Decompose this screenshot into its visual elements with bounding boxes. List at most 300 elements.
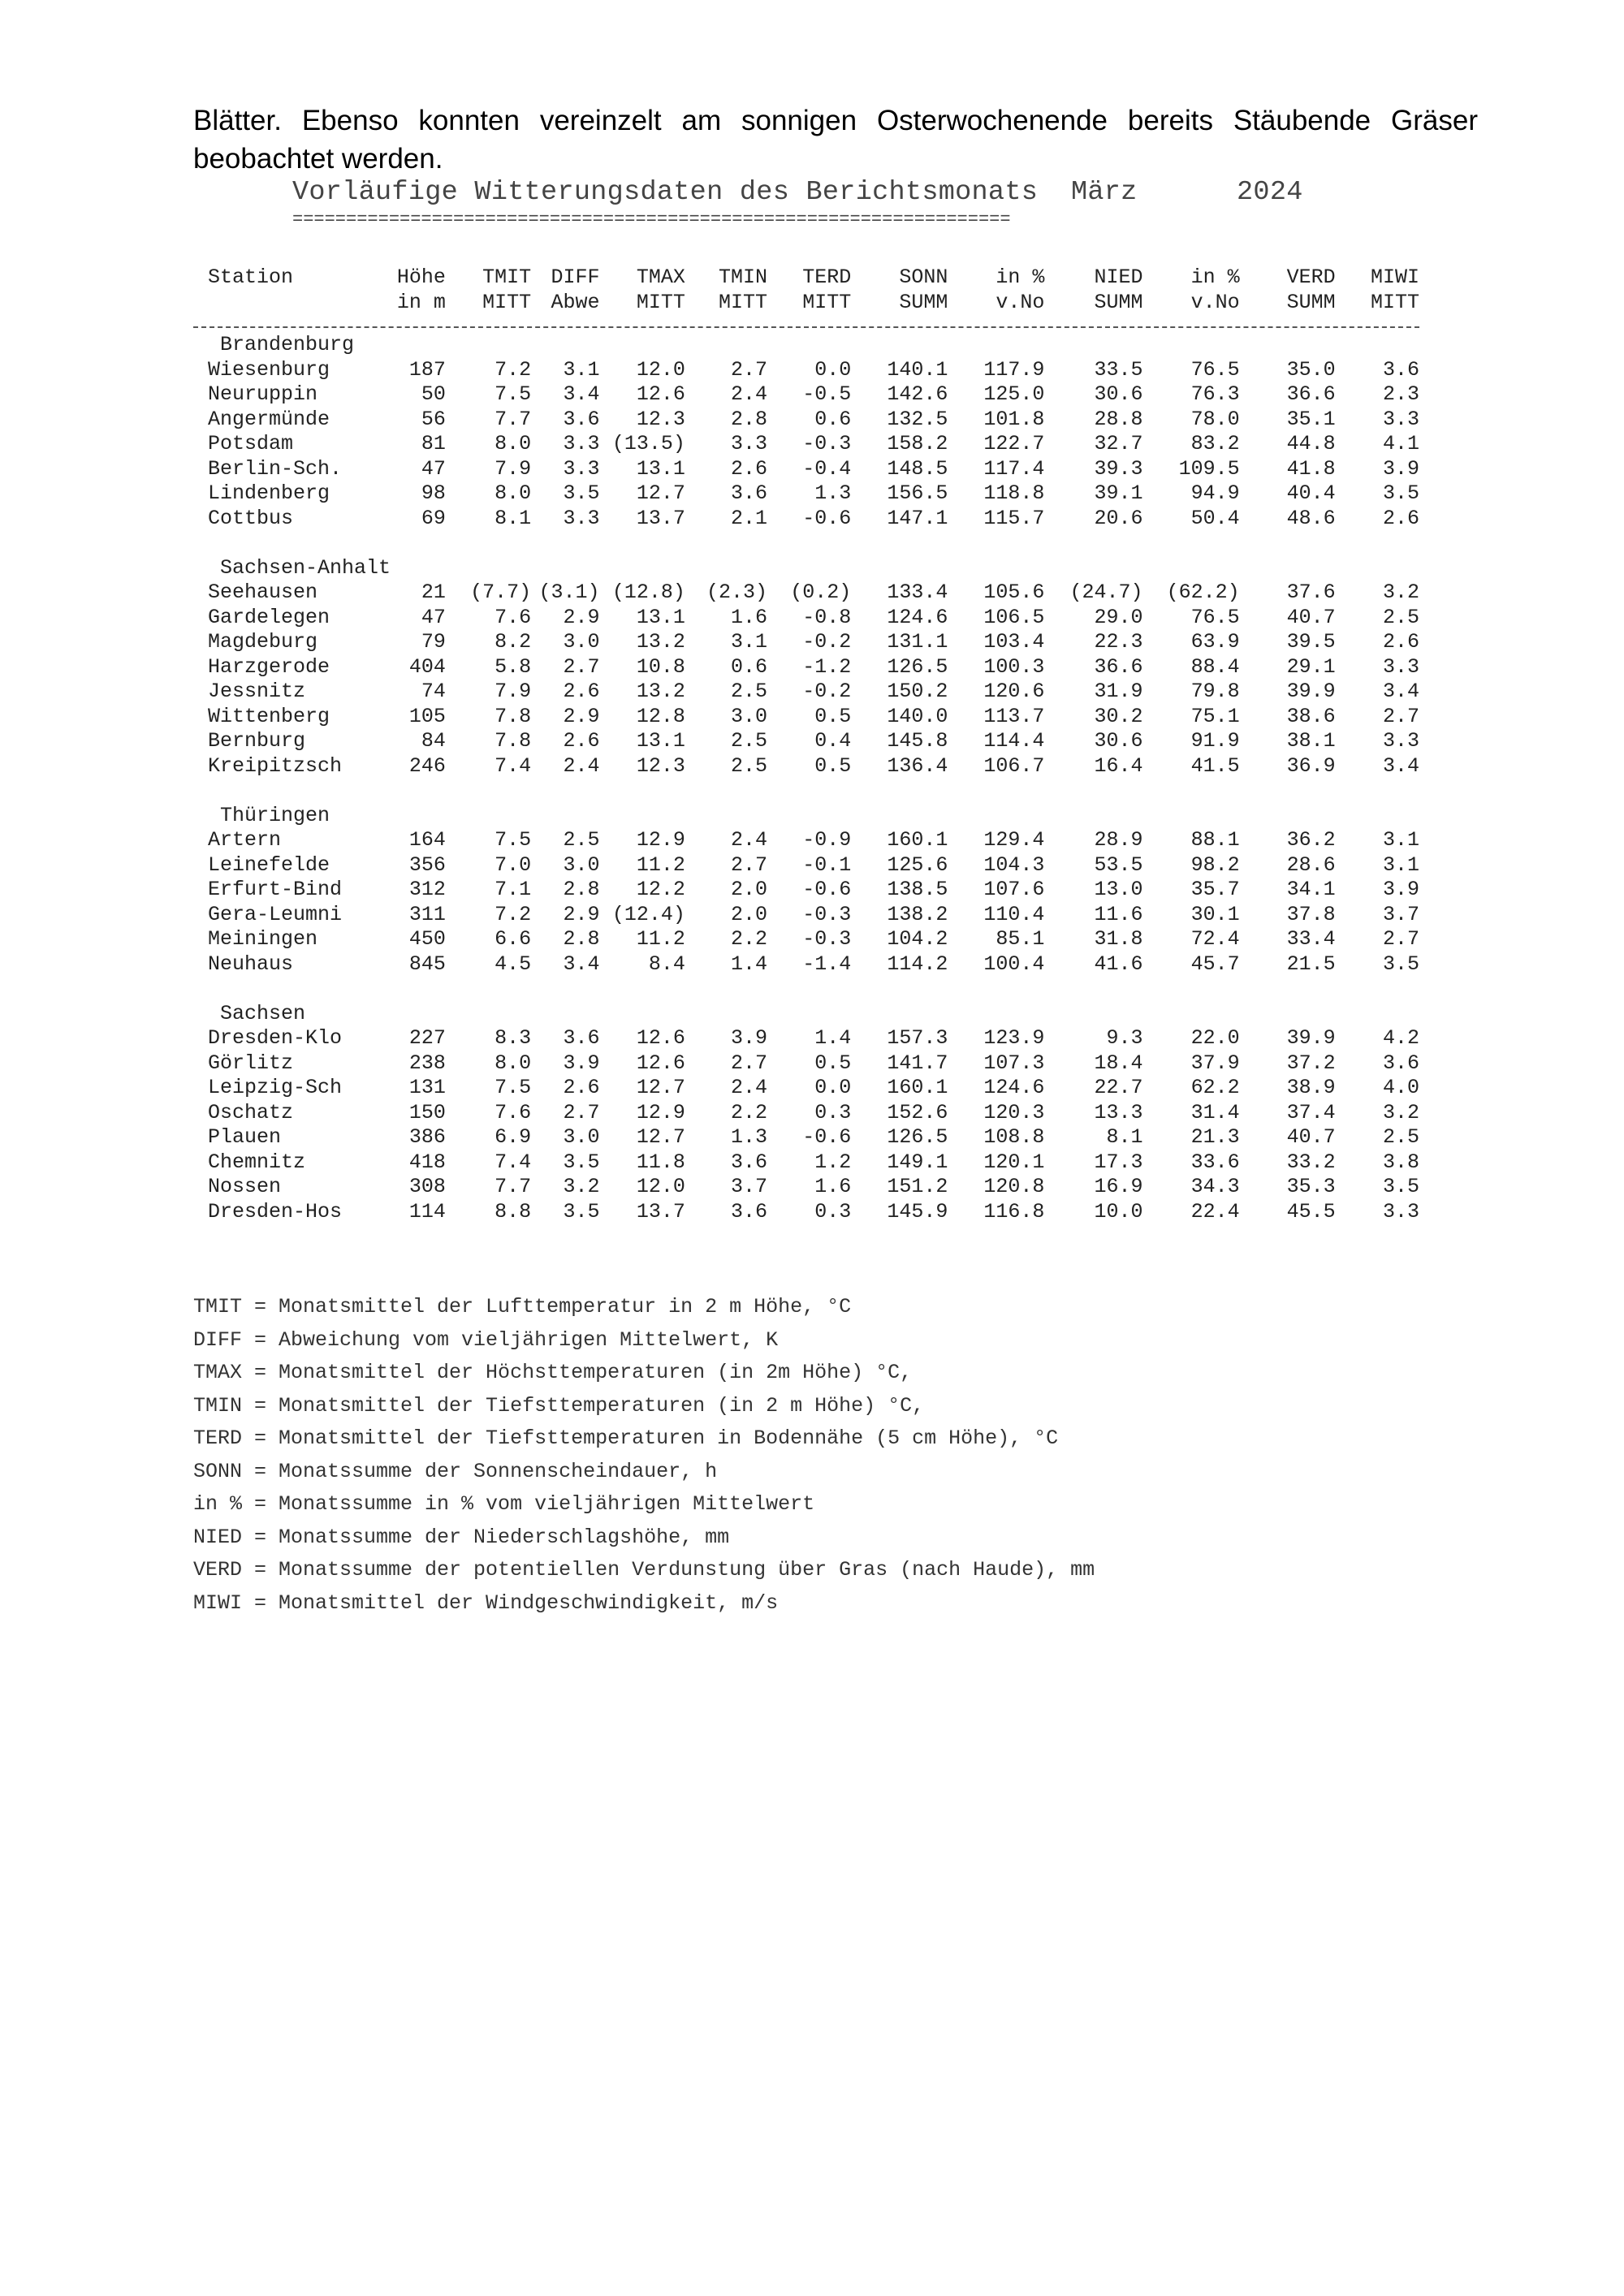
data-cell: 2.5	[563, 828, 600, 852]
data-cell: 104.2	[887, 927, 948, 951]
data-cell: 12.8	[636, 704, 685, 728]
station-name: Chemnitz	[208, 1150, 306, 1174]
data-cell: 63.9	[1190, 630, 1240, 654]
data-cell: 136.4	[887, 753, 948, 778]
data-cell: 83.2	[1190, 432, 1240, 455]
data-cell: 39.5	[1286, 630, 1336, 654]
station-row	[193, 507, 1419, 532]
data-cell: 3.0	[563, 1125, 600, 1149]
data-cell: 78.0	[1190, 407, 1240, 431]
data-cell: 3.5	[1382, 952, 1419, 976]
data-cell: 88.4	[1190, 654, 1240, 679]
data-cell: 3.3	[1382, 1199, 1419, 1224]
data-cell: 2.7	[1382, 927, 1419, 951]
data-cell: -0.3	[802, 902, 852, 926]
station-name: Angermünde	[208, 407, 330, 431]
data-cell: 1.2	[814, 1150, 852, 1174]
data-cell: 164	[408, 828, 446, 852]
data-cell: 2.7	[563, 1100, 600, 1124]
data-cell: 450	[408, 927, 446, 951]
weather-data-table	[193, 265, 1419, 1224]
station-row	[193, 729, 1419, 754]
station-row	[193, 1026, 1419, 1051]
data-cell: 2.6	[563, 680, 600, 703]
station-name: Dresden-Klo	[208, 1026, 343, 1050]
dashed-divider	[193, 326, 1419, 328]
spacer-cell	[193, 977, 1419, 1002]
data-cell: 45.5	[1286, 1199, 1336, 1224]
data-cell: 76.5	[1190, 605, 1240, 629]
data-cell: 79	[421, 630, 446, 654]
region-spacer	[193, 531, 1419, 556]
legend-line: TMIN = Monatsmittel der Tiefsttemperaturen (in 2 m Höhe) °C,	[193, 1393, 925, 1418]
data-cell: 40.7	[1286, 1125, 1336, 1149]
data-cell: 39.9	[1286, 680, 1336, 703]
data-cell: 138.5	[887, 878, 948, 901]
data-cell: 1.3	[814, 481, 852, 505]
data-cell: 0.3	[814, 1100, 852, 1124]
data-cell: 74	[421, 680, 446, 703]
data-cell: 33.5	[1094, 357, 1143, 382]
data-cell: 7.7	[495, 407, 532, 431]
station-name: Gera-Leumni	[208, 902, 343, 926]
data-cell: 28.6	[1286, 852, 1336, 877]
station-name: Bernburg	[208, 729, 306, 753]
legend-line: in % = Monatssumme in % vom vieljährigen Mittelwert	[193, 1492, 815, 1516]
data-cell: 11.2	[636, 852, 685, 877]
data-cell: 120.6	[983, 680, 1045, 703]
data-cell: 7.5	[495, 382, 532, 406]
data-cell: 3.9	[1382, 456, 1419, 481]
data-cell: -1.2	[802, 654, 852, 679]
data-cell: (12.8)	[611, 580, 685, 604]
data-cell: 12.0	[636, 1175, 685, 1198]
data-cell: -0.3	[802, 432, 852, 455]
data-cell: 125.6	[887, 852, 948, 877]
data-cell: 3.3	[563, 432, 600, 455]
station-row	[193, 1175, 1419, 1200]
data-cell: 3.6	[730, 1150, 767, 1174]
data-cell: 115.7	[983, 506, 1045, 530]
data-cell: -0.2	[802, 630, 852, 654]
data-cell: 3.6	[730, 481, 767, 505]
data-cell: 3.1	[1382, 852, 1419, 877]
legend-line: NIED = Monatssumme der Niederschlagshöhe, mm	[193, 1525, 730, 1549]
station-row	[193, 606, 1419, 631]
data-cell: 35.7	[1190, 878, 1240, 901]
data-cell: 76.3	[1190, 382, 1240, 406]
station-row	[193, 481, 1419, 507]
data-cell: 33.6	[1190, 1150, 1240, 1174]
data-cell: 7.2	[495, 357, 532, 382]
data-cell: 33.2	[1286, 1150, 1336, 1174]
data-cell: 22.7	[1094, 1076, 1143, 1099]
data-cell: 1.3	[730, 1125, 767, 1149]
data-cell: 21	[421, 580, 446, 604]
data-cell: 7.2	[495, 902, 532, 926]
data-cell: 132.5	[887, 407, 948, 431]
data-cell: 311	[408, 902, 446, 926]
data-cell: 3.7	[1382, 902, 1419, 926]
data-cell: 7.5	[495, 828, 532, 852]
data-cell: 30.1	[1190, 902, 1240, 926]
data-cell: 2.6	[563, 1076, 600, 1099]
data-cell: 37.6	[1286, 580, 1336, 604]
data-cell: 1.6	[814, 1175, 852, 1198]
station-row	[193, 754, 1419, 779]
report-month: März	[1070, 177, 1138, 208]
data-cell: 36.6	[1094, 654, 1143, 679]
data-cell: 2.7	[730, 1051, 767, 1075]
data-cell: 98	[421, 481, 446, 505]
data-cell: 3.6	[1382, 1051, 1419, 1075]
abbreviation-legend	[193, 1291, 1095, 1620]
data-cell: 12.3	[636, 407, 685, 431]
data-cell: 122.7	[983, 432, 1045, 455]
data-cell: 7.9	[495, 680, 532, 703]
data-cell: 8.1	[495, 506, 532, 530]
data-cell: 2.5	[730, 729, 767, 753]
data-cell: 2.8	[730, 407, 767, 431]
data-cell: 140.1	[887, 357, 948, 382]
data-cell: -0.8	[802, 605, 852, 629]
data-cell: 6.9	[495, 1125, 532, 1149]
data-cell: 141.7	[887, 1051, 948, 1075]
report-title	[292, 177, 1303, 208]
data-cell: 3.6	[563, 1026, 600, 1050]
data-cell: -0.6	[802, 506, 852, 530]
data-cell: 13.1	[636, 605, 685, 629]
data-cell: 156.5	[887, 481, 948, 505]
data-cell: 100.3	[983, 654, 1045, 679]
data-cell: (7.7)	[470, 580, 532, 604]
data-cell: 40.7	[1286, 605, 1336, 629]
data-cell: 47	[421, 605, 446, 629]
data-cell: 2.7	[730, 357, 767, 382]
region-heading-row	[193, 556, 1419, 581]
data-cell: 158.2	[887, 432, 948, 455]
column-header: MIWI	[1370, 265, 1419, 289]
report-title-text: Vorläufige Witterungsdaten des Berichtsmonats	[292, 177, 1039, 208]
data-cell: 138.2	[887, 902, 948, 926]
data-cell: 8.3	[495, 1026, 532, 1050]
data-cell: 16.9	[1094, 1175, 1143, 1198]
data-cell: 3.0	[730, 704, 767, 728]
data-cell: 152.6	[887, 1100, 948, 1124]
data-cell: 12.9	[636, 1100, 685, 1124]
report-year: 2024	[1237, 177, 1303, 208]
station-name: Berlin-Sch.	[208, 456, 343, 481]
data-cell: 5.8	[495, 654, 532, 679]
data-cell: 12.3	[636, 753, 685, 778]
data-cell: 2.5	[730, 680, 767, 703]
data-cell: 35.3	[1286, 1175, 1336, 1198]
legend-line: MIWI = Monatsmittel der Windgeschwindigkeit, m/s	[193, 1590, 779, 1615]
station-name: Leipzig-Sch	[208, 1076, 343, 1099]
data-cell: 3.6	[730, 1199, 767, 1224]
station-row	[193, 903, 1419, 928]
station-row	[193, 1051, 1419, 1077]
station-name: Görlitz	[208, 1051, 294, 1075]
column-header: MITT	[636, 290, 685, 314]
data-cell: 12.6	[636, 1026, 685, 1050]
data-cell: 2.6	[1382, 506, 1419, 530]
data-cell: 31.9	[1094, 680, 1143, 703]
data-cell: 142.6	[887, 382, 948, 406]
data-cell: 21.5	[1286, 952, 1336, 976]
data-cell: 12.0	[636, 357, 685, 382]
column-header: MITT	[482, 290, 532, 314]
data-cell: 0.6	[814, 407, 852, 431]
title-underline: ===================================================================	[292, 209, 1011, 230]
station-row	[193, 1125, 1419, 1150]
data-cell: 36.6	[1286, 382, 1336, 406]
region-heading: Brandenburg	[220, 333, 355, 356]
station-name: Magdeburg	[208, 630, 318, 654]
data-cell: 105.6	[983, 580, 1045, 604]
data-cell: 125.0	[983, 382, 1045, 406]
station-name: Wittenberg	[208, 704, 330, 728]
data-cell: 13.2	[636, 680, 685, 703]
data-cell: 117.9	[983, 357, 1045, 382]
data-cell: 20.6	[1094, 506, 1143, 530]
data-cell: 2.8	[563, 927, 600, 951]
data-cell: 116.8	[983, 1199, 1045, 1224]
data-cell: -0.4	[802, 456, 852, 481]
table-body	[193, 333, 1419, 1224]
data-cell: 7.9	[495, 456, 532, 481]
data-cell: 79.8	[1190, 680, 1240, 703]
column-header: SUMM	[1094, 290, 1143, 314]
data-cell: 34.3	[1190, 1175, 1240, 1198]
station-name: Plauen	[208, 1125, 282, 1149]
column-header: TMIT	[482, 265, 532, 289]
data-cell: (24.7)	[1069, 580, 1143, 604]
data-cell: 39.1	[1094, 481, 1143, 505]
data-cell: 50	[421, 382, 446, 406]
data-cell: 12.7	[636, 1125, 685, 1149]
data-cell: 2.0	[730, 902, 767, 926]
data-cell: 0.6	[730, 654, 767, 679]
data-cell: -0.9	[802, 828, 852, 852]
data-cell: 7.7	[495, 1175, 532, 1198]
data-cell: 1.6	[730, 605, 767, 629]
column-header: TMIN	[718, 265, 767, 289]
data-cell: 0.5	[814, 753, 852, 778]
data-cell: 53.5	[1094, 852, 1143, 877]
data-cell: 0.0	[814, 1076, 852, 1099]
data-cell: 2.4	[730, 828, 767, 852]
station-name: Oschatz	[208, 1100, 294, 1124]
column-header: SONN	[899, 265, 948, 289]
column-header: MITT	[1370, 290, 1419, 314]
data-cell: 0.5	[814, 704, 852, 728]
data-cell: 2.9	[563, 902, 600, 926]
data-cell: 37.4	[1286, 1100, 1336, 1124]
column-header: SUMM	[899, 290, 948, 314]
column-header: v.No	[1190, 290, 1240, 314]
legend-line: TERD = Monatsmittel der Tiefsttemperaturen in Bodennähe (5 cm Höhe), °C	[193, 1426, 1059, 1450]
data-cell: 109.5	[1178, 456, 1240, 481]
column-header: MITT	[802, 290, 852, 314]
data-cell: 103.4	[983, 630, 1045, 654]
station-row	[193, 952, 1419, 978]
data-cell: 3.1	[730, 630, 767, 654]
data-cell: 8.0	[495, 481, 532, 505]
data-cell: 34.1	[1286, 878, 1336, 901]
column-header: in %	[1190, 265, 1240, 289]
data-cell: 35.0	[1286, 357, 1336, 382]
data-cell: 12.2	[636, 878, 685, 901]
region-heading-row	[193, 333, 1419, 358]
data-cell: 7.4	[495, 1150, 532, 1174]
spacer-cell	[193, 779, 1419, 804]
data-cell: 12.6	[636, 1051, 685, 1075]
data-cell: 33.4	[1286, 927, 1336, 951]
data-cell: 3.9	[730, 1026, 767, 1050]
data-cell: 76.5	[1190, 357, 1240, 382]
data-cell: 41.5	[1190, 753, 1240, 778]
header-rule	[193, 315, 1419, 333]
data-cell: 3.0	[563, 852, 600, 877]
data-cell: 2.4	[730, 1076, 767, 1099]
data-cell: 47	[421, 456, 446, 481]
data-cell: 0.5	[814, 1051, 852, 1075]
station-name: Potsdam	[208, 432, 294, 455]
data-cell: 114.2	[887, 952, 948, 976]
data-cell: 105	[408, 704, 446, 728]
data-cell: -0.3	[802, 927, 852, 951]
station-row	[193, 457, 1419, 482]
station-name: Dresden-Hos	[208, 1199, 343, 1224]
data-cell: 3.4	[563, 382, 600, 406]
station-name: Erfurt-Bind	[208, 878, 343, 901]
data-cell: 8.4	[648, 952, 685, 976]
data-cell: 124.6	[887, 605, 948, 629]
column-header: DIFF	[551, 265, 600, 289]
station-name: Leinefelde	[208, 852, 330, 877]
station-row	[193, 927, 1419, 952]
data-cell: 28.8	[1094, 407, 1143, 431]
data-cell: 0.4	[814, 729, 852, 753]
data-cell: 30.6	[1094, 729, 1143, 753]
data-cell: 126.5	[887, 654, 948, 679]
station-name: Wiesenburg	[208, 357, 330, 382]
data-cell: 98.2	[1190, 852, 1240, 877]
data-cell: 3.5	[563, 1150, 600, 1174]
data-cell: 131	[408, 1076, 446, 1099]
region-heading: Thüringen	[220, 803, 330, 827]
data-cell: 12.7	[636, 481, 685, 505]
data-cell: 113.7	[983, 704, 1045, 728]
data-cell: 8.8	[495, 1199, 532, 1224]
data-cell: 308	[408, 1175, 446, 1198]
data-cell: 13.7	[636, 506, 685, 530]
data-cell: 28.9	[1094, 828, 1143, 852]
data-cell: 107.3	[983, 1051, 1045, 1075]
data-cell: 3.6	[563, 407, 600, 431]
data-cell: 8.0	[495, 432, 532, 455]
data-cell: 150	[408, 1100, 446, 1124]
data-cell: 114	[408, 1199, 446, 1224]
data-cell: 32.7	[1094, 432, 1143, 455]
data-cell: 29.1	[1286, 654, 1336, 679]
data-cell: 106.7	[983, 753, 1045, 778]
data-cell: 16.4	[1094, 753, 1143, 778]
data-cell: 3.5	[563, 481, 600, 505]
column-header: MITT	[718, 290, 767, 314]
station-name: Lindenberg	[208, 481, 330, 505]
data-cell: 145.9	[887, 1199, 948, 1224]
station-name: Gardelegen	[208, 605, 330, 629]
data-cell: 148.5	[887, 456, 948, 481]
data-cell: -0.6	[802, 1125, 852, 1149]
data-cell: 0.0	[814, 357, 852, 382]
data-cell: 3.2	[1382, 1100, 1419, 1124]
data-cell: 7.6	[495, 1100, 532, 1124]
data-cell: (12.4)	[611, 902, 685, 926]
data-cell: 404	[408, 654, 446, 679]
data-cell: 4.0	[1382, 1076, 1419, 1099]
data-cell: 2.7	[563, 654, 600, 679]
data-cell: 2.1	[730, 506, 767, 530]
data-cell: 13.1	[636, 456, 685, 481]
data-cell: 8.2	[495, 630, 532, 654]
data-cell: 3.8	[1382, 1150, 1419, 1174]
data-cell: 38.1	[1286, 729, 1336, 753]
data-cell: (0.2)	[790, 580, 852, 604]
data-cell: 1.4	[814, 1026, 852, 1050]
data-cell: 2.2	[730, 927, 767, 951]
data-cell: 10.8	[636, 654, 685, 679]
station-name: Kreipitzsch	[208, 753, 343, 778]
data-cell: 12.9	[636, 828, 685, 852]
data-cell: 4.2	[1382, 1026, 1419, 1050]
data-cell: 41.6	[1094, 952, 1143, 976]
data-cell: 246	[408, 753, 446, 778]
data-cell: 62.2	[1190, 1076, 1240, 1099]
data-cell: 3.4	[1382, 753, 1419, 778]
data-cell: 2.6	[1382, 630, 1419, 654]
data-cell: 30.6	[1094, 382, 1143, 406]
data-cell: 2.6	[563, 729, 600, 753]
data-cell: 40.4	[1286, 481, 1336, 505]
data-cell: 31.8	[1094, 927, 1143, 951]
data-cell: 12.6	[636, 382, 685, 406]
data-cell: 41.8	[1286, 456, 1336, 481]
data-cell: 21.3	[1190, 1125, 1240, 1149]
data-cell: 13.1	[636, 729, 685, 753]
data-cell: 11.2	[636, 927, 685, 951]
column-header: VERD	[1286, 265, 1336, 289]
station-row	[193, 630, 1419, 655]
data-cell: 104.3	[983, 852, 1045, 877]
station-row	[193, 408, 1419, 433]
data-cell: 150.2	[887, 680, 948, 703]
legend-line: TMIT = Monatsmittel der Lufttemperatur in 2 m Höhe, °C	[193, 1295, 852, 1318]
legend-line: SONN = Monatssumme der Sonnenscheindauer, h	[193, 1459, 718, 1483]
data-cell: 3.4	[1382, 680, 1419, 703]
data-cell: 17.3	[1094, 1150, 1143, 1174]
data-cell: 140.0	[887, 704, 948, 728]
data-cell: 114.4	[983, 729, 1045, 753]
data-cell: 386	[408, 1125, 446, 1149]
station-row	[193, 1101, 1419, 1126]
data-cell: 2.5	[1382, 605, 1419, 629]
data-cell: 118.8	[983, 481, 1045, 505]
data-cell: 10.0	[1094, 1199, 1143, 1224]
data-cell: 133.4	[887, 580, 948, 604]
